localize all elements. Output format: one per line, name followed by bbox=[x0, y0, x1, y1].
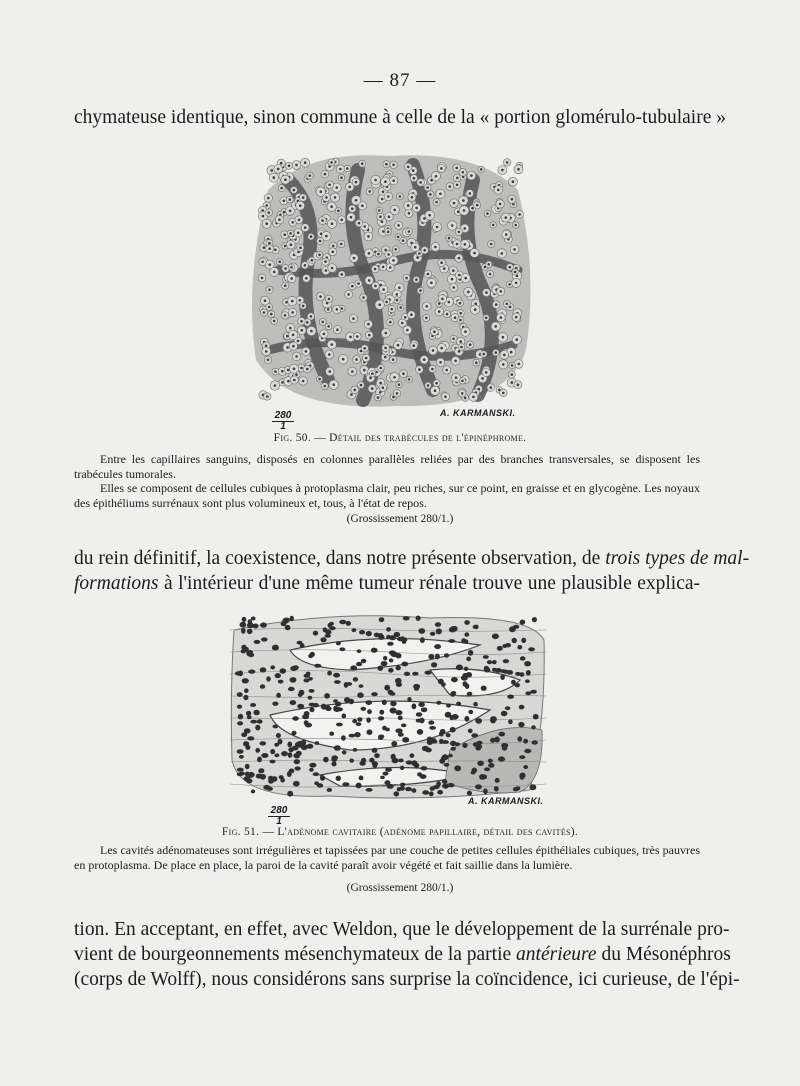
figure-50-artist-signature: A. KARMANSKI. bbox=[440, 408, 516, 418]
figure-50-caption-paragraph-1: Entre les capillaires sanguins, disposés en colonnes parallèles reliées par des branches transversales, se disposent les trabécules tumorales. bbox=[74, 452, 700, 481]
figure-50-magnification: (Grossissement 280/1.) bbox=[346, 513, 454, 525]
histology-trabecules-drawing bbox=[248, 150, 534, 412]
body-text-top-line: chymateuse identique, sinon commune à celle de la « portion glomérulo-tubulaire » bbox=[74, 107, 726, 128]
body-text-middle-line-2: formations à l'intérieur d'une même tumeur rénale trouve une plausible explica- bbox=[74, 573, 700, 594]
body-text-bottom-line-2: vient de bourgeonnements mésenchymateux de la partie antérieure du Mésonéphros bbox=[74, 944, 731, 965]
figure-50-caption-title: Fig. 50. — Détail des trabécules de l'épinéphrome. bbox=[273, 432, 527, 444]
figure-51-artist-signature: A. KARMANSKI. bbox=[468, 796, 544, 806]
figure-51-caption-title: Fig. 51. — L'adénome cavitaire (adénome papillaire, détail des cavités). bbox=[221, 826, 579, 838]
figure-50-magnification-label: 280 1 bbox=[272, 411, 294, 431]
figure-50-caption bbox=[74, 452, 700, 510]
histology-adenoma-drawing bbox=[230, 610, 546, 802]
body-text-bottom-line-1: tion. En acceptant, en effet, avec Weldon, que le développement de la surrénale pro- bbox=[74, 919, 730, 940]
figure-50-illustration bbox=[248, 150, 534, 412]
body-text-middle-line-1: du rein définitif, la coexistence, dans notre présente observation, de trois types de mal- bbox=[74, 548, 750, 569]
figure-51-caption-paragraph-1: Les cavités adénomateuses sont irrégulières et tapissées par une couche de petites cellules épithéliales cubiques, très pauvres en protoplasma. De place en place, la paroi de la cavité paraît avoir végété et fait saillie dans la lumière. bbox=[74, 843, 700, 872]
figure-51-illustration bbox=[230, 610, 546, 802]
body-text-bottom-line-3: (corps de Wolff), nous considérons sans surprise la coïncidence, ici curieuse, de l'épi- bbox=[74, 969, 740, 990]
figure-51-caption bbox=[74, 843, 700, 872]
figure-51-magnification-label: 280 1 bbox=[268, 806, 290, 826]
figure-51-magnification: (Grossissement 280/1.) bbox=[346, 882, 454, 894]
page-number: — 87 — bbox=[363, 70, 437, 91]
figure-50-caption-paragraph-2: Elles se composent de cellules cubiques à protoplasma clair, peu riches, sur ce point, en graisse et en glycogène. Les noyaux des épithéliums surrénaux sont plus volumineux et, tous, à l'état de repos. bbox=[74, 481, 700, 510]
